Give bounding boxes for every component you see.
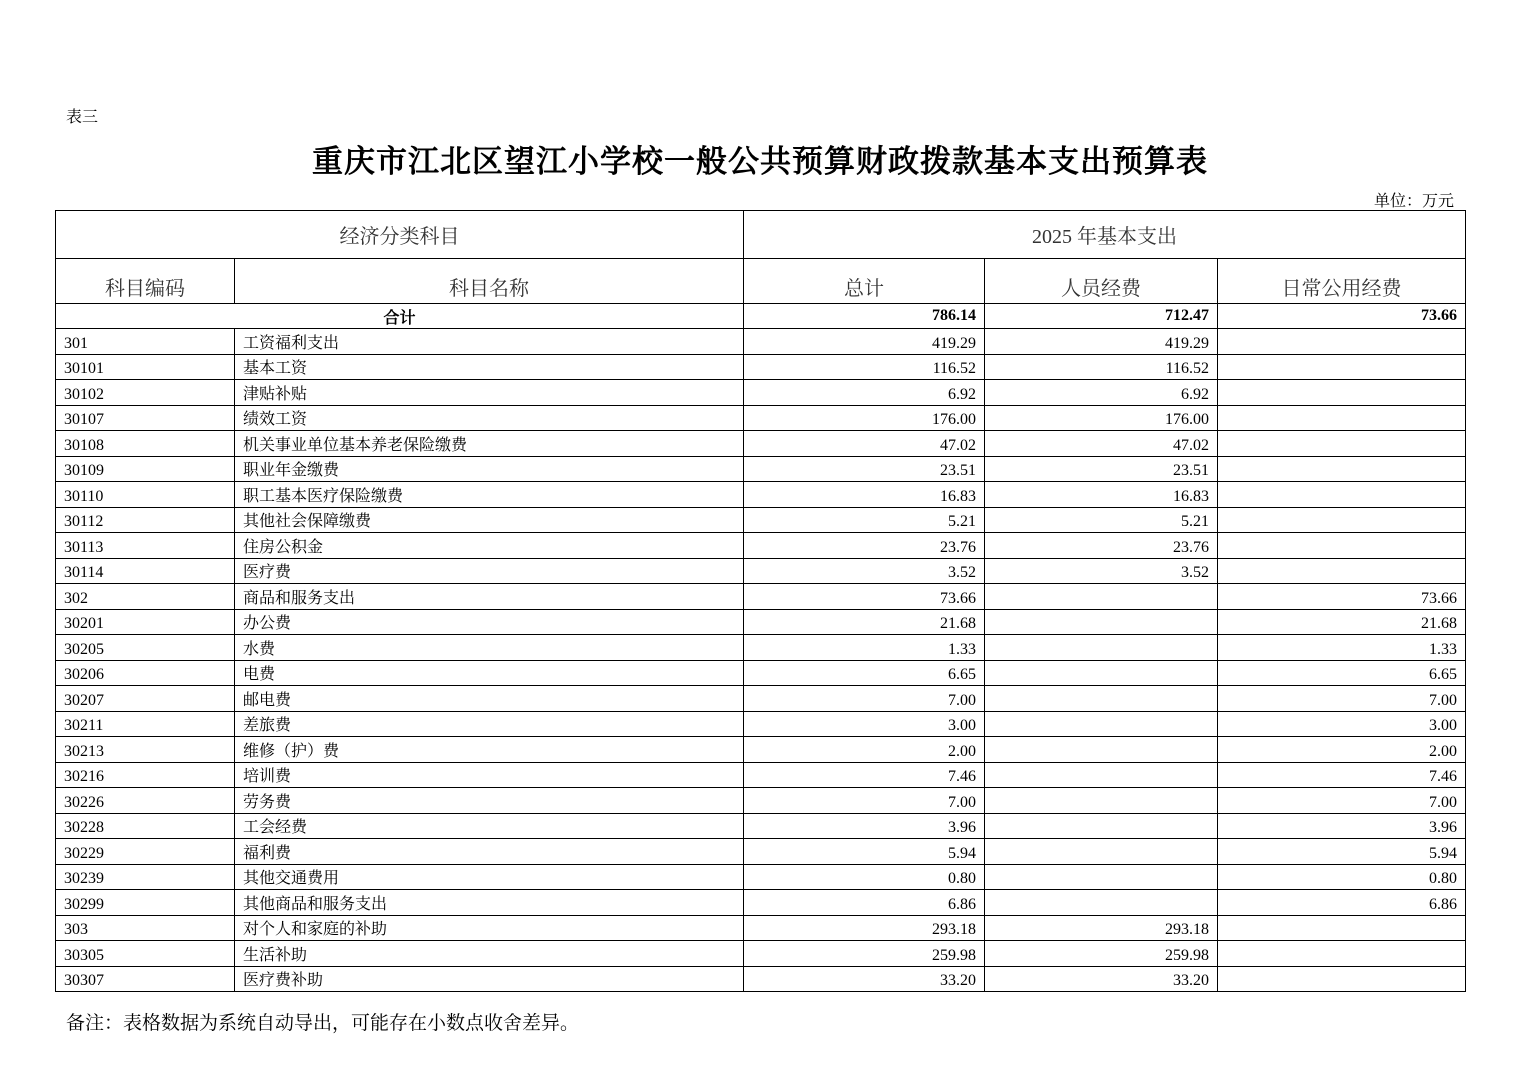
row-name: 工资福利支出: [235, 329, 744, 355]
row-name: 住房公积金: [235, 533, 744, 559]
row-public: 21.68: [1218, 609, 1466, 635]
row-total: 23.51: [744, 456, 985, 482]
row-total: 6.92: [744, 380, 985, 406]
row-public: [1218, 431, 1466, 457]
table-body: [56, 304, 1466, 992]
table-row: [56, 686, 1466, 712]
row-name: 其他交通费用: [235, 864, 744, 890]
table-row: [56, 660, 1466, 686]
row-code: 30112: [56, 507, 235, 533]
row-total: 293.18: [744, 915, 985, 941]
row-code: 30113: [56, 533, 235, 559]
row-total: 47.02: [744, 431, 985, 457]
table-row: [56, 584, 1466, 610]
row-total: 5.94: [744, 839, 985, 865]
row-code: 30108: [56, 431, 235, 457]
row-code: 301: [56, 329, 235, 355]
row-public: 7.00: [1218, 686, 1466, 712]
row-code: 30226: [56, 788, 235, 814]
row-total: 73.66: [744, 584, 985, 610]
row-name: 津贴补贴: [235, 380, 744, 406]
row-code: 30307: [56, 966, 235, 992]
row-personnel: [985, 839, 1218, 865]
table-row: [56, 405, 1466, 431]
row-public: [1218, 941, 1466, 967]
row-public: [1218, 507, 1466, 533]
table-row: [56, 737, 1466, 763]
row-total: 259.98: [744, 941, 985, 967]
row-personnel: [985, 584, 1218, 610]
row-personnel: 419.29: [985, 329, 1218, 355]
row-code: 30201: [56, 609, 235, 635]
row-personnel: [985, 813, 1218, 839]
row-personnel: [985, 737, 1218, 763]
row-public: 5.94: [1218, 839, 1466, 865]
table-row: [56, 941, 1466, 967]
row-total: 3.96: [744, 813, 985, 839]
row-name: 绩效工资: [235, 405, 744, 431]
total-public: 73.66: [1218, 304, 1466, 329]
row-public: 7.00: [1218, 788, 1466, 814]
row-total: 23.76: [744, 533, 985, 559]
row-name: 劳务费: [235, 788, 744, 814]
row-personnel: 33.20: [985, 966, 1218, 992]
row-personnel: [985, 686, 1218, 712]
row-public: 0.80: [1218, 864, 1466, 890]
row-total: 176.00: [744, 405, 985, 431]
row-personnel: 3.52: [985, 558, 1218, 584]
row-total: 5.21: [744, 507, 985, 533]
row-name: 邮电费: [235, 686, 744, 712]
row-personnel: 259.98: [985, 941, 1218, 967]
row-public: [1218, 405, 1466, 431]
column-header-name: 科目名称: [235, 259, 744, 304]
row-personnel: [985, 711, 1218, 737]
row-name: 水费: [235, 635, 744, 661]
row-total: 2.00: [744, 737, 985, 763]
row-total: 116.52: [744, 354, 985, 380]
total-row: [56, 304, 1466, 329]
row-public: [1218, 380, 1466, 406]
table-row: [56, 839, 1466, 865]
column-header-personnel: 人员经费: [985, 259, 1218, 304]
row-personnel: 23.51: [985, 456, 1218, 482]
row-name: 职业年金缴费: [235, 456, 744, 482]
row-personnel: [985, 609, 1218, 635]
row-total: 3.00: [744, 711, 985, 737]
column-header-row: [56, 259, 1466, 304]
row-name: 基本工资: [235, 354, 744, 380]
row-code: 30211: [56, 711, 235, 737]
row-code: 30207: [56, 686, 235, 712]
row-personnel: 16.83: [985, 482, 1218, 508]
row-public: 3.00: [1218, 711, 1466, 737]
row-name: 机关事业单位基本养老保险缴费: [235, 431, 744, 457]
row-public: [1218, 966, 1466, 992]
table-row: [56, 456, 1466, 482]
table-row: [56, 507, 1466, 533]
row-personnel: [985, 890, 1218, 916]
row-public: [1218, 482, 1466, 508]
row-total: 33.20: [744, 966, 985, 992]
table-row: [56, 533, 1466, 559]
table-row: [56, 354, 1466, 380]
table-row: [56, 380, 1466, 406]
column-header-total: 总计: [744, 259, 985, 304]
row-public: [1218, 533, 1466, 559]
group-header-row: [56, 211, 1466, 259]
row-code: 30305: [56, 941, 235, 967]
row-code: 30107: [56, 405, 235, 431]
row-code: 30216: [56, 762, 235, 788]
row-personnel: [985, 762, 1218, 788]
row-total: 21.68: [744, 609, 985, 635]
table-row: [56, 431, 1466, 457]
table-row: [56, 482, 1466, 508]
table-row: [56, 788, 1466, 814]
table-row: [56, 329, 1466, 355]
table-row: [56, 558, 1466, 584]
table-row: [56, 890, 1466, 916]
row-personnel: 116.52: [985, 354, 1218, 380]
row-total: 16.83: [744, 482, 985, 508]
row-public: 6.86: [1218, 890, 1466, 916]
row-code: 30109: [56, 456, 235, 482]
total-sum: 786.14: [744, 304, 985, 329]
table-row: [56, 915, 1466, 941]
row-public: 6.65: [1218, 660, 1466, 686]
row-total: 7.00: [744, 788, 985, 814]
row-code: 30114: [56, 558, 235, 584]
budget-table: [55, 210, 1466, 992]
row-total: 0.80: [744, 864, 985, 890]
row-personnel: 23.76: [985, 533, 1218, 559]
row-total: 7.46: [744, 762, 985, 788]
table-row: [56, 813, 1466, 839]
footnote: 备注：表格数据为系统自动导出，可能存在小数点收舍差异。: [66, 1013, 580, 1034]
row-name: 医疗费补助: [235, 966, 744, 992]
row-public: 7.46: [1218, 762, 1466, 788]
row-personnel: 6.92: [985, 380, 1218, 406]
row-name: 工会经费: [235, 813, 744, 839]
row-code: 30110: [56, 482, 235, 508]
row-code: 30213: [56, 737, 235, 763]
row-public: 3.96: [1218, 813, 1466, 839]
row-name: 差旅费: [235, 711, 744, 737]
row-total: 6.86: [744, 890, 985, 916]
row-personnel: [985, 635, 1218, 661]
table-row: [56, 966, 1466, 992]
row-personnel: [985, 864, 1218, 890]
economic-classification-header: 经济分类科目: [56, 211, 744, 259]
row-personnel: [985, 660, 1218, 686]
total-personnel: 712.47: [985, 304, 1218, 329]
table-row: [56, 609, 1466, 635]
row-public: [1218, 915, 1466, 941]
row-public: [1218, 354, 1466, 380]
row-code: 30101: [56, 354, 235, 380]
table-row: [56, 864, 1466, 890]
row-public: 2.00: [1218, 737, 1466, 763]
row-public: [1218, 329, 1466, 355]
row-code: 30228: [56, 813, 235, 839]
row-name: 对个人和家庭的补助: [235, 915, 744, 941]
row-personnel: [985, 788, 1218, 814]
row-total: 419.29: [744, 329, 985, 355]
row-code: 303: [56, 915, 235, 941]
total-label: 合计: [56, 304, 744, 329]
row-name: 维修（护）费: [235, 737, 744, 763]
row-code: 30206: [56, 660, 235, 686]
row-public: [1218, 456, 1466, 482]
basic-expenditure-header: 2025 年基本支出: [744, 211, 1466, 259]
row-total: 3.52: [744, 558, 985, 584]
row-name: 医疗费: [235, 558, 744, 584]
row-name: 电费: [235, 660, 744, 686]
row-name: 生活补助: [235, 941, 744, 967]
table-row: [56, 635, 1466, 661]
row-name: 培训费: [235, 762, 744, 788]
row-code: 302: [56, 584, 235, 610]
row-name: 福利费: [235, 839, 744, 865]
row-public: [1218, 558, 1466, 584]
column-header-public: 日常公用经费: [1218, 259, 1466, 304]
row-code: 30229: [56, 839, 235, 865]
row-name: 办公费: [235, 609, 744, 635]
row-name: 其他商品和服务支出: [235, 890, 744, 916]
row-total: 7.00: [744, 686, 985, 712]
row-code: 30102: [56, 380, 235, 406]
row-name: 职工基本医疗保险缴费: [235, 482, 744, 508]
row-public: 73.66: [1218, 584, 1466, 610]
row-personnel: 5.21: [985, 507, 1218, 533]
row-total: 6.65: [744, 660, 985, 686]
row-name: 商品和服务支出: [235, 584, 744, 610]
row-total: 1.33: [744, 635, 985, 661]
table-row: [56, 711, 1466, 737]
row-personnel: 47.02: [985, 431, 1218, 457]
table-label: 表三: [66, 109, 99, 126]
row-personnel: 176.00: [985, 405, 1218, 431]
unit-label: 单位：万元: [1373, 193, 1454, 210]
column-header-code: 科目编码: [56, 259, 235, 304]
row-code: 30239: [56, 864, 235, 890]
document-title: 重庆市江北区望江小学校一般公共预算财政拨款基本支出预算表: [312, 144, 1208, 179]
row-name: 其他社会保障缴费: [235, 507, 744, 533]
table-row: [56, 762, 1466, 788]
row-code: 30299: [56, 890, 235, 916]
row-public: 1.33: [1218, 635, 1466, 661]
row-code: 30205: [56, 635, 235, 661]
row-personnel: 293.18: [985, 915, 1218, 941]
